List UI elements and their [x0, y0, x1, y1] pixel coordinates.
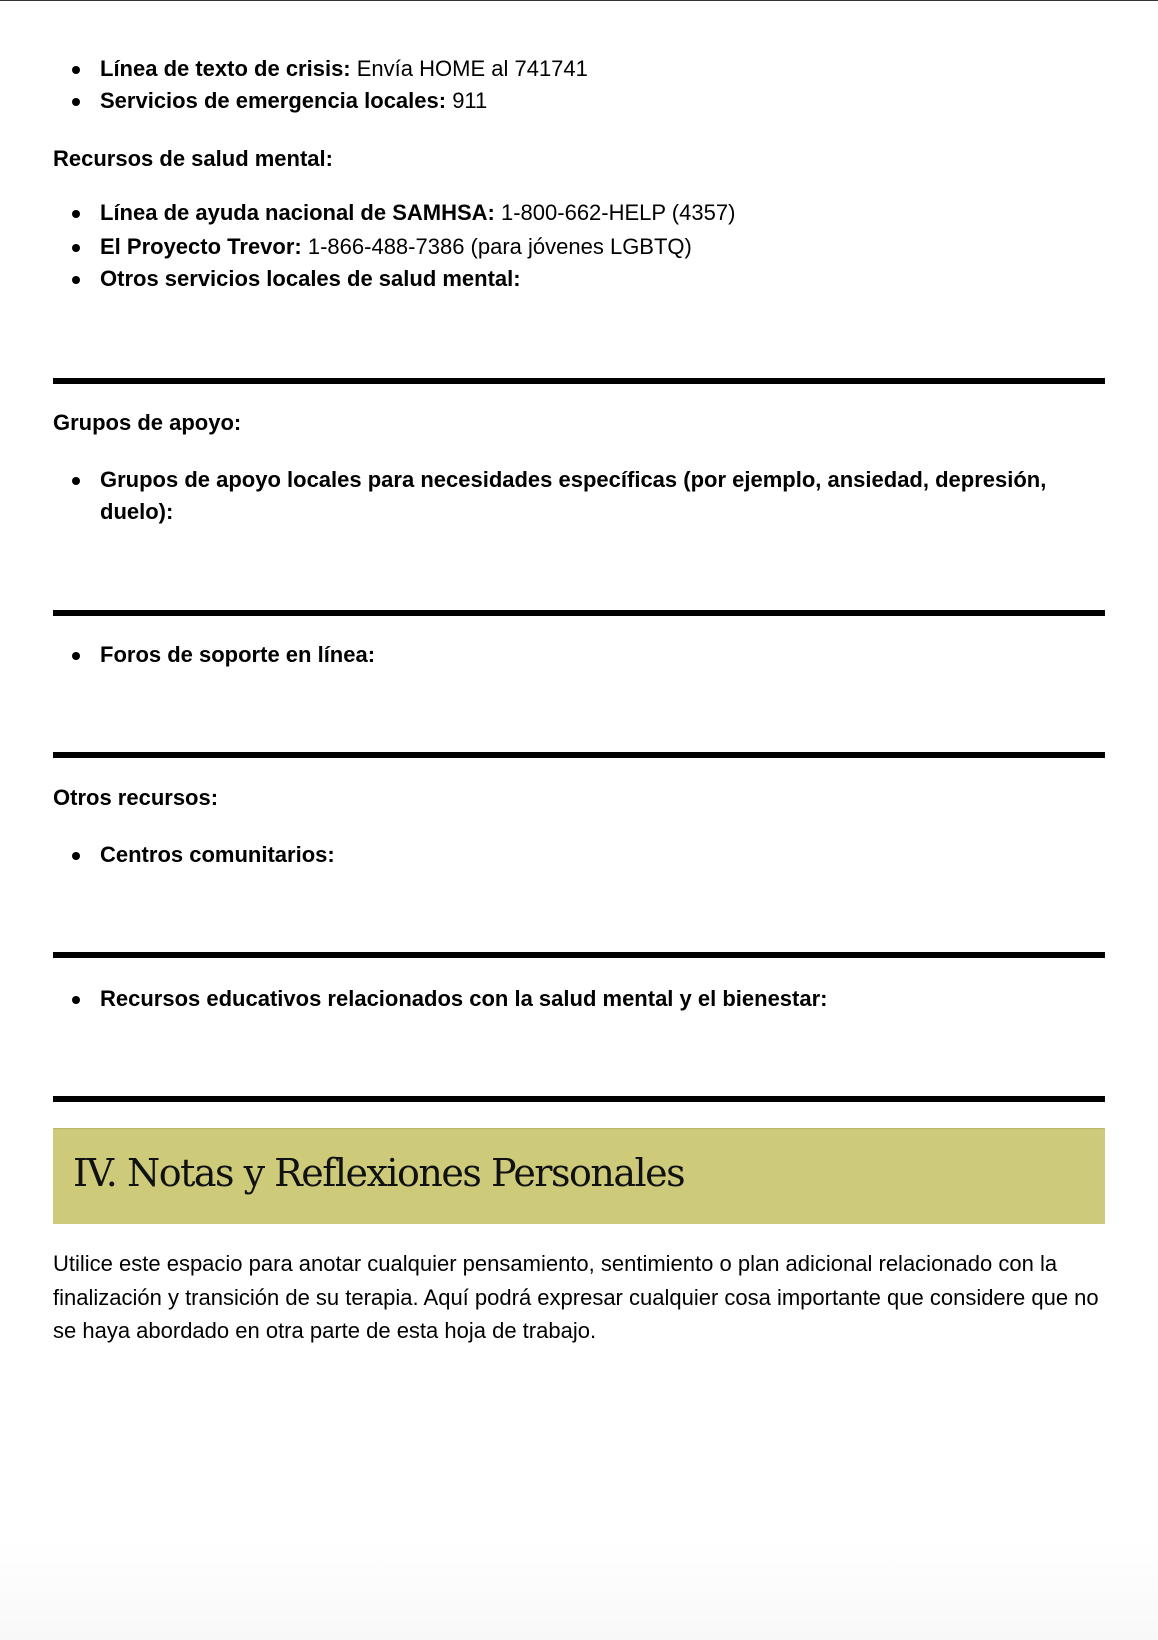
answer-line	[53, 610, 1105, 616]
item-label: Otros servicios locales de salud mental:	[100, 266, 521, 291]
item-label: El Proyecto Trevor:	[100, 234, 302, 259]
list-item	[53, 839, 1100, 871]
page-top-border	[0, 0, 1158, 1]
answer-line	[53, 378, 1105, 384]
section-title: IV. Notas y Reflexiones Personales	[73, 1151, 685, 1195]
section-heading: Otros recursos:	[53, 785, 219, 810]
answer-line	[53, 1096, 1105, 1102]
item-label: Línea de ayuda nacional de SAMHSA:	[100, 200, 495, 225]
item-label: Recursos educativos relacionados con la salud mental y el bienestar:	[100, 986, 828, 1011]
section-description: Utilice este espacio para anotar cualquier pensamiento, sentimiento o plan adicional relacionado con la finalización y transición de su terapia. Aquí podrá expresar cualquier cosa importante que considere que no se haya abordado en otra parte de esta hoja de trabajo.	[53, 1251, 1099, 1343]
section-heading: Grupos de apoyo:	[53, 410, 242, 435]
list-item	[53, 464, 1050, 528]
answer-line	[53, 752, 1105, 758]
list-item	[53, 639, 1100, 671]
item-value: 1-800-662-HELP (4357)	[494, 200, 736, 225]
list-item	[53, 85, 1100, 117]
item-label: Línea de texto de crisis:	[100, 56, 351, 81]
list-item	[53, 983, 1100, 1015]
section-heading: Recursos de salud mental:	[53, 146, 333, 171]
item-label: Servicios de emergencia locales:	[100, 88, 447, 113]
item-label: Foros de soporte en línea:	[100, 642, 376, 667]
list-item	[53, 53, 1100, 85]
list-item	[53, 197, 1100, 229]
item-value: 911	[446, 88, 488, 113]
page-bottom-shade	[0, 1540, 1158, 1640]
item-label: Centros comunitarios:	[100, 842, 335, 867]
item-value: Envía HOME al 741741	[350, 56, 588, 81]
item-label: Grupos de apoyo locales para necesidades específicas (por ejemplo, ansiedad, depresión, duelo):	[100, 467, 1047, 524]
section-header-band	[53, 1128, 1105, 1224]
answer-line	[53, 952, 1105, 958]
list-item	[53, 263, 1100, 295]
item-value: 1-866-488-7386 (para jóvenes LGBTQ)	[301, 234, 692, 259]
list-item	[53, 231, 1100, 263]
